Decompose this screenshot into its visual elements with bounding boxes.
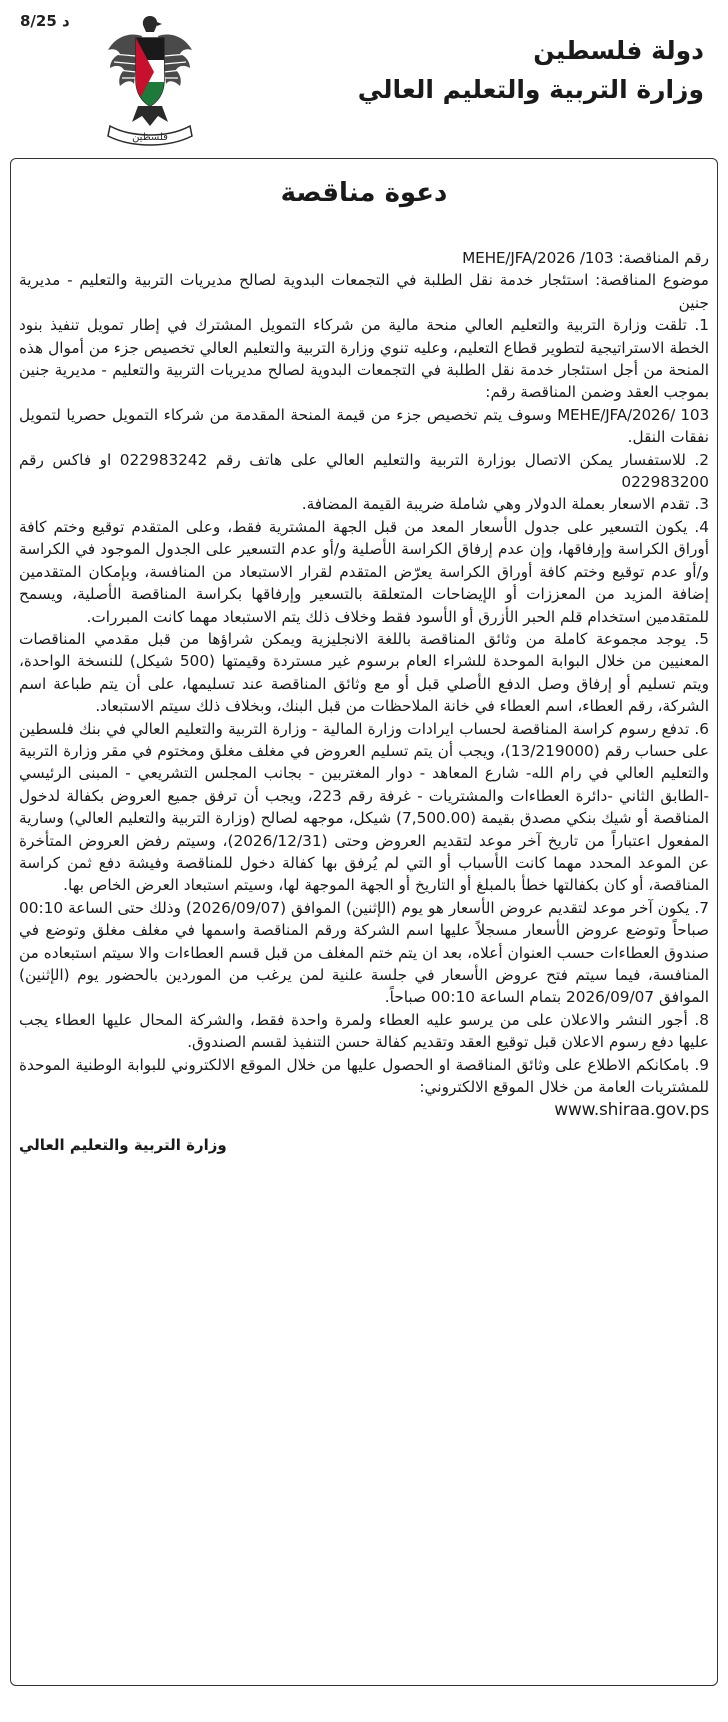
tender-number-label: رقم المناقصة: xyxy=(618,249,709,267)
clause-5: 5. يوجد مجموعة كاملة من وثائق المناقصة باللغة الانجليزية ويمكن شراؤها من قبل مقدمي المناقصات المعنيين من خلال البوابة الموحدة للشراء العام برسوم غير مستردة وقيمتها (500 شيكل) للنسخة الواحدة، ويتم تسليم أو إرفاق وصل الدفع الأصلي قبل أو مع وثائق المناقصة عند تسليمها، على أن يتم طباعة اسم الشركة، رقم العطاء، اسم العطاء في خانة الملاحظات من قبل البنك، وبخلاف ذلك سيتم الاستبعاد. xyxy=(19,629,709,716)
clause-1-continued: MEHE/JFA/2026/ 103 وسوف يتم تخصيص جزء من قيمة المنحة المقدمة من شركاء التمويل حصريا لتمويل نفقات النقل. xyxy=(19,405,709,447)
clause-9: 9. بامكانكم الاطلاع على وثائق المناقصة او الحصول عليها من خلال الموقع الالكتروني للبوابة الوطنية الموحدة للمشتريات العامة من خلال الموقع الالكتروني: xyxy=(19,1055,709,1097)
tender-subject-label: موضوع المناقصة: xyxy=(595,271,709,290)
header xyxy=(10,0,718,158)
clause-2: 2. للاستفسار يمكن الاتصال بوزارة التربية والتعليم العالي على هاتف رقم 022983242 او فاكس رقم 022983200 xyxy=(19,450,709,492)
tender-subject-value: استئجار خدمة نقل الطلبة في التجمعات البدوية لصالح مديريات التربية والتعليم - مديرية جنين xyxy=(19,271,709,312)
clause-7: 7. يكون آخر موعد لتقديم عروض الأسعار هو يوم (الإثنين) الموافق (2026/09/07) وذلك حتى الساعة 00:10 صباحاً وتوضع عروض الأسعار مسجلاً عليها اسم الشركة ورقم المناقصة واسمها في مغلف مغلق وتوضع في صندوق العطاءات حسب العنوان أعلاه، بعد ان يتم ختم المغلف من قبل قسم العطاءات والا سيتم استبعاده من المنافسة، فيما سيتم فتح عروض الأسعار في جلسة علنية لمن يرغب من الموردين بالحضور يوم (الإثنين) الموافق 2026/09/07 بتمام الساعة 00:10 صباحاً. xyxy=(19,898,709,1007)
website-link[interactable]: www.shiraa.gov.ps xyxy=(554,1100,709,1121)
tender-box xyxy=(10,158,718,1686)
ministry-name: وزارة التربية والتعليم العالي xyxy=(357,75,704,104)
tender-number-value: MEHE/JFA/2026 /103 xyxy=(462,249,614,267)
tender-title: دعوة مناقصة xyxy=(280,178,448,208)
palestine-eagle-emblem-icon xyxy=(102,10,198,148)
tender-body xyxy=(19,247,709,1122)
clause-4: 4. يكون التسعير على جدول الأسعار المعد من قبل الجهة المشترية فقط، وعلى المتقدم توقيع وختم كافة أوراق الكراسة وإرفاقها، وإن عدم إرفاق الكراسة الأصلية و/أو عدم التسعير على الجدول الموجود في الكراسة و/أو عدم توقيع وختم كافة أوراق الكراسة يعرّض المتقدم لقرار الاستبعاد من المنافسة، وبإمكان المتقدمين إضافة المزيد من المعززات أو الإيضاحات المتعلقة بالتسعير وإرفاقها بكراسة المناقصة الأصلية، ويسمح للمتقدمين استخدام قلم الحبر الأزرق أو الأسود فقط وخلاف ذلك يتم الاستبعاد مهما كانت المبررات. xyxy=(19,517,709,626)
header-titles xyxy=(358,32,704,110)
clause-1: 1. تلقت وزارة التربية والتعليم العالي منحة مالية من شركاء التمويل المشترك في إطار تمويل تنفيذ بنود الخطة الاستراتيجية لتطوير قطاع التعليم، وعليه تنوي وزارة التربية والتعليم العالي تخصيص جزء من أموال هذه المنحة من أجل استئجار خدمة نقل الطلبة في التجمعات البدوية لصالح مديريات التربية والتعليم - مديرية جنين بموجب العقد وضمن المناقصة رقم: xyxy=(19,316,709,402)
clause-6: 6. تدفع رسوم كراسة المناقصة لحساب ايرادات وزارة المالية - وزارة التربية والتعليم العالي في بنك فلسطين على حساب رقم (13/219000)، ويجب أن يتم تسليم العروض في مغلف مغلق ومختوم في مقر وزارة التربية والتعليم العالي في رام الله- شارع المعاهد - دوار المغتربين - بجانب المجلس التشريعي - المبنى الرئيسي -الطابق الثاني -دائرة العطاءات والمشتريات - غرفة رقم 223، ويجب أن ترفق جميع العروض بكفالة لدخول المناقصة أو شيك بنكي مصدق بقيمة (7,500.00) شيكل، موجهه لصالح (وزارة التربية والتعليم العالي) وسارية المفعول اعتباراً من تاريخ آخر موعد لتقديم العروض وحتى (2026/12/31)، وسيتم رفض العروض المتأخرة عن الموعد المحدد مهما كانت الأسباب أو التي لم يُرفق بها كفالة دخول للمناقصة وفيشة دفع ثمن كراسة المناقصة، أو كان بكفالتها خطأ بالمبلغ أو التاريخ أو الجهة الموجهة لها، وسيتم استبعاد العرض الخاص بها. xyxy=(19,719,710,895)
clause-8: 8. أجور النشر والاعلان على من يرسو عليه العطاء ولمرة واحدة فقط، والشركة المحال عليها العطاء يجب عليها دفع رسوم الاعلان قبل توقيع العقد وتقديم كفالة حسن التنفيذ لقسم الصندوق. xyxy=(19,1010,709,1052)
clause-3: 3. تقدم الاسعار بعملة الدولار وهي شاملة ضريبة القيمة المضافة. xyxy=(301,495,709,514)
footer-ministry: وزارة التربية والتعليم العالي xyxy=(19,1136,227,1155)
reference-code: 8/25 د xyxy=(20,12,70,30)
tender-subject-line xyxy=(19,269,709,314)
tender-number-line xyxy=(19,247,709,269)
emblem-banner-text: فلسطين xyxy=(132,132,168,143)
state-name: دولة فلسطين xyxy=(533,36,704,65)
